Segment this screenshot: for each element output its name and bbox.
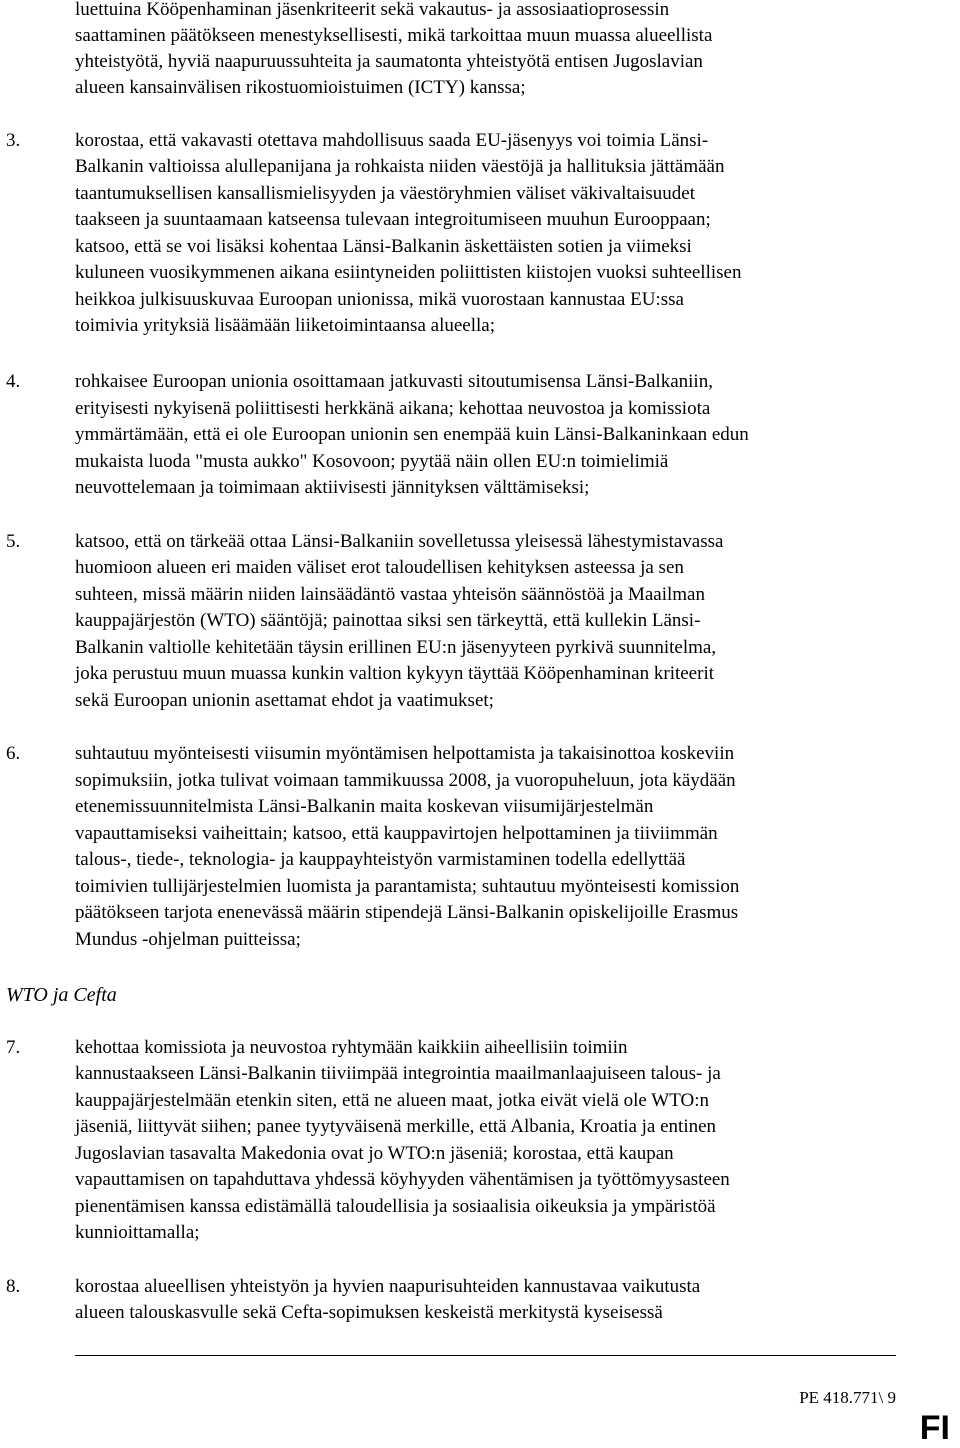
text-line: alueen kansainvälisen rikostuomioistuimen (ICTY) kanssa; (75, 77, 526, 98)
text-line: suhteen, missä määrin niiden lainsäädäntö vastaa yhteisön säännöstöä ja Maailman (75, 584, 705, 605)
paragraph-number: 7. (6, 1037, 21, 1058)
text-line: päätökseen tarjota enenevässä määrin stipendejä Länsi-Balkanin opiskelijoille Erasmus (75, 902, 739, 923)
text-line: etenemissuunnitelmista Länsi-Balkanin maita koskevan viisumijärjestelmän (75, 796, 654, 817)
paragraph-number: 4. (6, 371, 21, 392)
text-line: ymmärtämään, että ei ole Euroopan unionin sen enempää kuin Länsi-Balkaninkaan edun (75, 424, 749, 445)
text-line: Balkanin valtiolle kehitetään täysin erillinen EU:n jäsenyyteen pyrkivä suunnitelma, (75, 637, 717, 658)
text-line: katsoo, että on tärkeää ottaa Länsi-Balkaniin sovelletussa yleisessä lähestymistavassa (75, 531, 724, 552)
paragraph-number: 8. (6, 1276, 21, 1297)
text-line: pienentämisen kanssa edistämällä taloudellisia ja sosiaalisia oikeuksia ja ympäristöä (75, 1196, 716, 1217)
text-line: taantumuksellisen kansallismielisyyden ja väestöryhmien väliset väkivaltaisuudet (75, 183, 695, 204)
paragraph-number: 6. (6, 743, 21, 764)
text-line: Balkanin valtioissa alullepanijana ja rohkaista niiden väestöjä ja hallituksia jättämään (75, 156, 725, 177)
text-line: yhteistyötä, hyviä naapuruussuhteita ja saumatonta yhteistyötä entisen Jugoslavian (75, 51, 703, 72)
text-line: jäseniä, liittyvät siihen; panee tyytyväisenä merkille, että Albania, Kroatia ja entinen (75, 1116, 717, 1137)
paragraph-number: 5. (6, 531, 21, 552)
text-line: kauppajärjestelmään etenkin siten, että ne alueen maat, jotka eivät vielä ole WTO:n (75, 1090, 709, 1111)
footer-divider (75, 1355, 896, 1356)
text-line: sopimuksiin, jotka tulivat voimaan tammikuussa 2008, ja vuoropuheluun, jota käydään (75, 770, 736, 791)
text-line: luettuina Kööpenhaminan jäsenkriteerit sekä vakautus- ja assosiaatioprosessin (75, 0, 670, 20)
text-line: rohkaisee Euroopan unionia osoittamaan jatkuvasti sitoutumisensa Länsi-Balkaniin, (75, 371, 713, 392)
section-heading: WTO ja Cefta (6, 984, 117, 1006)
text-line: toimivia yrityksiä lisäämään liiketoimintaansa alueella; (75, 315, 495, 336)
text-line: vapauttamisen on tapahduttava yhdessä köyhyyden vähentämisen ja työttömyysasteen (75, 1169, 730, 1190)
text-line: huomioon alueen eri maiden väliset erot taloudellisen kehityksen asteessa ja sen (75, 557, 684, 578)
document-reference: PE 418.771\ 9 (799, 1388, 896, 1407)
text-line: kauppajärjestön (WTO) sääntöjä; painottaa siksi sen tärkeyttä, että kullekin Länsi- (75, 610, 701, 631)
text-line: sekä Euroopan unionin asettamat ehdot ja vaatimukset; (75, 690, 494, 711)
text-line: heikkoa julkisuuskuvaa Euroopan unionissa, mikä vuorostaan kannustaa EU:ssa (75, 289, 684, 310)
language-code: FI (919, 1409, 950, 1447)
text-line: taakseen ja suuntaamaan katseensa tulevaan integroitumiseen muuhun Eurooppaan; (75, 209, 711, 230)
text-line: Jugoslavian tasavalta Makedonia ovat jo WTO:n jäseniä; korostaa, että kaupan (75, 1143, 674, 1164)
text-line: mukaista luoda "musta aukko" Kosovoon; pyytää näin ollen EU:n toimielimiä (75, 451, 669, 472)
text-line: alueen talouskasvulle sekä Cefta-sopimuksen keskeistä merkitystä kyseisessä (75, 1302, 663, 1323)
text-line: kannustaakseen Länsi-Balkanin tiiviimpää integrointia maailmanlaajuiseen talous- ja (75, 1063, 721, 1084)
text-line: neuvottelemaan ja toimimaan aktiivisesti jännityksen välttämiseksi; (75, 477, 590, 498)
text-line: saattaminen päätökseen menestyksellisesti, mikä tarkoittaa muun muassa alueellista (75, 25, 713, 46)
text-line: suhtautuu myönteisesti viisumin myöntämisen helpottamista ja takaisinottoa koskeviin (75, 743, 735, 764)
text-line: toimivien tullijärjestelmien luomista ja parantamista; suhtautuu myönteisesti komission (75, 876, 740, 897)
text-line: korostaa alueellisen yhteistyön ja hyvien naapurisuhteiden kannustavaa vaikutusta (75, 1276, 701, 1297)
text-line: kuluneen vuosikymmenen aikana esiintyneiden poliittisten kiistojen vuoksi suhteellisen (75, 262, 742, 283)
text-line: katsoo, että se voi lisäksi kohentaa Länsi-Balkanin äskettäisten sotien ja viimeksi (75, 236, 692, 257)
text-line: Mundus -ohjelman puitteissa; (75, 929, 301, 950)
text-line: erityisesti nykyisenä poliittisesti herkkänä aikana; kehottaa neuvostoa ja komissiota (75, 398, 711, 419)
text-line: kunnioittamalla; (75, 1222, 200, 1243)
text-line: talous-, tiede-, teknologia- ja kauppayhteistyön varmistaminen todella edellyttää (75, 849, 686, 870)
paragraph-number: 3. (6, 130, 21, 151)
text-line: joka perustuu muun muassa kunkin valtion kykyyn täyttää Kööpenhaminan kriteerit (75, 663, 715, 684)
text-line: korostaa, että vakavasti otettava mahdollisuus saada EU-jäsenyys voi toimia Länsi- (75, 130, 709, 151)
text-line: vapauttamiseksi vaiheittain; katsoo, että kauppavirtojen helpottaminen ja tiiviimmän (75, 823, 718, 844)
text-line: kehottaa komissiota ja neuvostoa ryhtymään kaikkiin aiheellisiin toimiin (75, 1037, 628, 1058)
